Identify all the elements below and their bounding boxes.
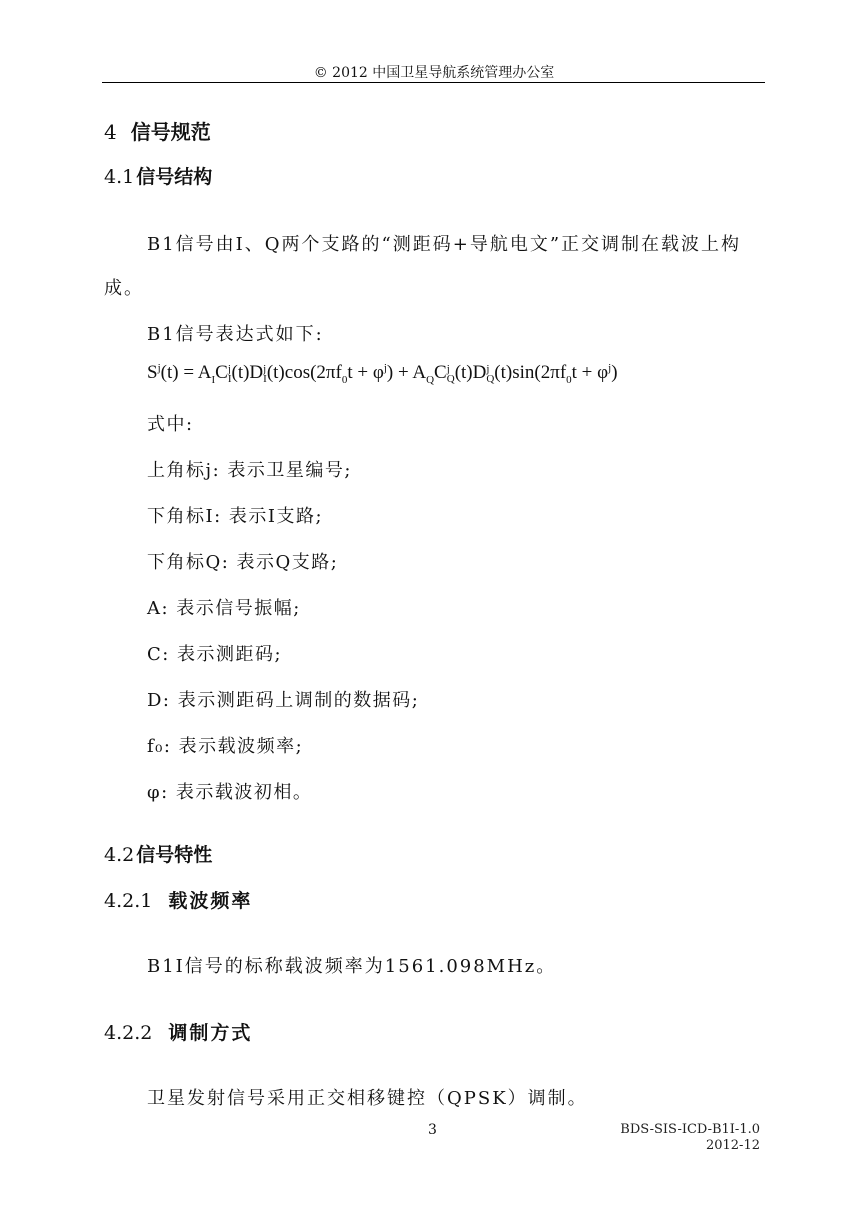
paragraph-line: B1信号由I、Q两个支路的“测距码+导航电文”正交调制在载波上构 — [147, 234, 742, 255]
page-header: © 2012 中国卫星导航系统管理办公室 — [313, 65, 555, 81]
subsubsection-number: 4.2.1 — [104, 890, 153, 912]
subsubsection-title: 调制方式 — [168, 1022, 253, 1044]
subsection-heading-4-1 — [104, 162, 212, 189]
definition-item: D: 表示测距码上调制的数据码; — [147, 690, 420, 711]
paragraph: B1I信号的标称载波频率为1561.098MHz。 — [147, 956, 557, 977]
definition-item: C: 表示测距码; — [147, 644, 283, 665]
document-date: 2012-12 — [705, 1138, 760, 1153]
subsubsection-heading-4-2-2 — [104, 1018, 252, 1045]
subsection-heading-4-2 — [104, 840, 212, 867]
paragraph: 卫星发射信号采用正交相移键控（QPSK）调制。 — [147, 1088, 588, 1109]
subsection-number: 4.1 — [104, 166, 135, 188]
subsubsection-heading-4-2-1 — [104, 886, 252, 913]
definition-item: φ: 表示载波初相。 — [147, 782, 313, 803]
document-id: BDS-SIS-ICD-B1I-1.0 — [620, 1122, 760, 1137]
definition-item: 下角标I: 表示I支路; — [147, 506, 324, 527]
signal-formula: $S^j(t) = A_IC$ j I (t)D j I $(t)\cos(2\pi f_0t + \varphi^j) + A_QC$ j Q (t)D j Q $(t)\sin(2\pi f_0t + \varphi^j)$ — [147, 362, 618, 386]
where-label: 式中: — [147, 414, 194, 435]
subsection-number: 4.2 — [104, 844, 135, 866]
section-number: 4 — [104, 120, 117, 144]
definition-item: 下角标Q: 表示Q支路; — [147, 552, 339, 573]
page-number: 3 — [428, 1122, 437, 1138]
paragraph-line: 成。 — [104, 278, 144, 299]
subsection-title: 信号特性 — [136, 844, 213, 866]
header-divider — [102, 82, 765, 83]
definition-item: A: 表示信号振幅; — [147, 598, 301, 619]
subsubsection-title: 载波频率 — [168, 890, 253, 912]
subsection-title: 信号结构 — [136, 166, 213, 188]
subsubsection-number: 4.2.2 — [104, 1022, 153, 1044]
definition-item: f₀: 表示载波频率; — [147, 736, 304, 757]
paragraph: B1信号表达式如下: — [147, 324, 324, 345]
section-title: 信号规范 — [130, 120, 211, 144]
definition-item: 上角标j: 表示卫星编号; — [147, 460, 352, 481]
section-heading — [104, 116, 211, 145]
